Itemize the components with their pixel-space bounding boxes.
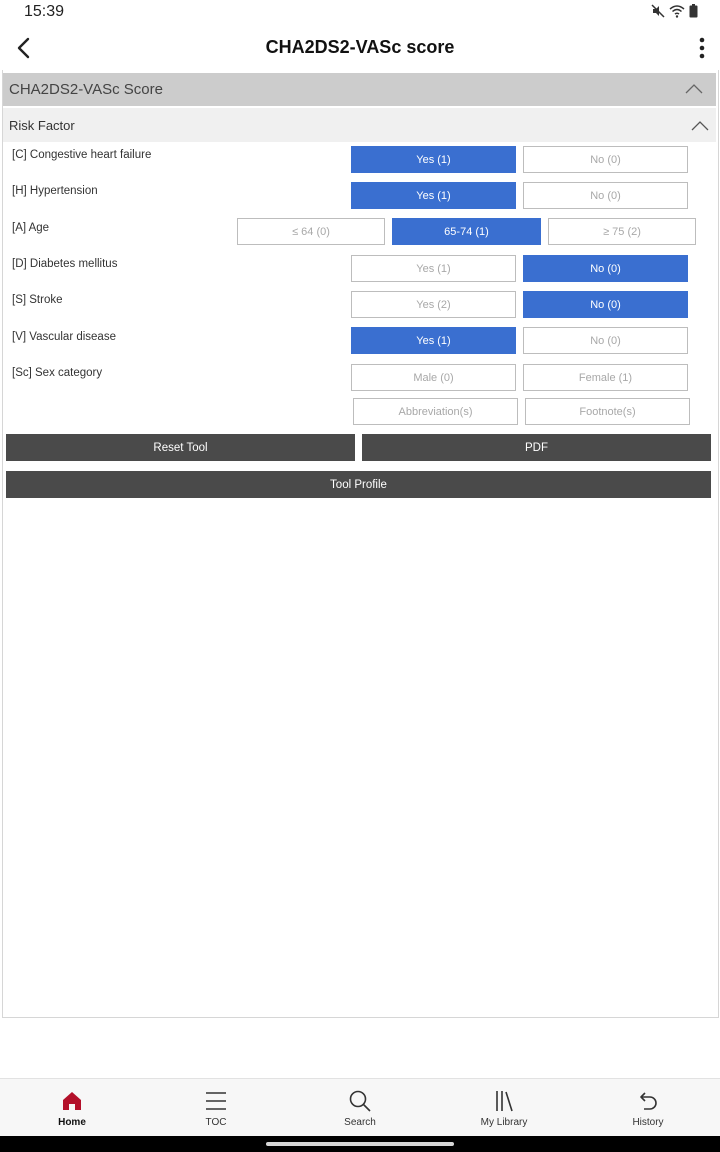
nav-home[interactable] — [0, 1079, 144, 1137]
abbreviations-button[interactable]: Abbreviation(s) — [353, 398, 518, 425]
tool-profile-button[interactable]: Tool Profile — [6, 471, 711, 498]
section-header[interactable] — [3, 73, 716, 106]
sex-female-button[interactable]: Female (1) — [523, 364, 688, 391]
nav-search[interactable] — [288, 1079, 432, 1137]
nav-home-label: Home — [58, 1117, 86, 1128]
mute-icon — [651, 4, 665, 18]
library-icon — [491, 1088, 517, 1114]
bottom-nav — [0, 1078, 720, 1136]
section-title: CHA2DS2-VASc Score — [9, 81, 163, 98]
risk-factor-title: Risk Factor — [9, 118, 75, 133]
content-frame — [2, 70, 719, 1018]
label-diabetes-mellitus: [D] Diabetes mellitus — [12, 258, 118, 270]
age-under-65-button[interactable]: ≤ 64 (0) — [237, 218, 385, 245]
page-title: CHA2DS2-VASc score — [265, 37, 455, 57]
nav-search-label: Search — [344, 1117, 376, 1128]
age-65-74-button[interactable]: 65-74 (1) — [392, 218, 541, 245]
nav-toc-label: TOC — [205, 1117, 227, 1128]
status-bar — [0, 0, 720, 26]
label-stroke: [S] Stroke — [12, 294, 63, 306]
nav-history[interactable] — [576, 1079, 720, 1137]
label-vascular-disease: [V] Vascular disease — [12, 331, 116, 343]
vascular-yes-button[interactable]: Yes (1) — [351, 327, 516, 354]
wifi-icon — [669, 4, 685, 18]
nav-toc[interactable] — [144, 1079, 288, 1137]
status-icons — [651, 4, 698, 18]
nav-my-library[interactable] — [432, 1079, 576, 1137]
reset-tool-button[interactable]: Reset Tool — [6, 434, 355, 461]
home-icon — [59, 1088, 85, 1114]
sex-male-button[interactable]: Male (0) — [351, 364, 516, 391]
footnotes-button[interactable]: Footnote(s) — [525, 398, 690, 425]
hypertension-no-button[interactable]: No (0) — [523, 182, 688, 209]
battery-icon — [689, 4, 698, 18]
search-icon — [347, 1088, 373, 1114]
home-gesture-pill[interactable] — [266, 1142, 454, 1146]
more-options-icon[interactable] — [692, 34, 712, 62]
pdf-button[interactable]: PDF — [362, 434, 711, 461]
history-icon — [635, 1088, 661, 1114]
label-congestive-heart-failure: [C] Congestive heart failure — [12, 149, 152, 161]
risk-factor-header[interactable] — [3, 108, 716, 142]
age-75-plus-button[interactable]: ≥ 75 (2) — [548, 218, 696, 245]
chevron-up-icon[interactable] — [691, 121, 709, 131]
hypertension-yes-button[interactable]: Yes (1) — [351, 182, 516, 209]
system-navigation-bar — [0, 1136, 720, 1152]
diabetes-yes-button[interactable]: Yes (1) — [351, 255, 516, 282]
vascular-no-button[interactable]: No (0) — [523, 327, 688, 354]
chf-no-button[interactable]: No (0) — [523, 146, 688, 173]
stroke-no-button[interactable]: No (0) — [523, 291, 688, 318]
menu-icon — [203, 1088, 229, 1114]
label-sex-category: [Sc] Sex category — [12, 367, 103, 379]
stroke-yes-button[interactable]: Yes (2) — [351, 291, 516, 318]
app-bar — [0, 26, 720, 70]
nav-history-label: History — [632, 1117, 664, 1128]
chf-yes-button[interactable]: Yes (1) — [351, 146, 516, 173]
label-age: [A] Age — [12, 222, 50, 234]
diabetes-no-button[interactable]: No (0) — [523, 255, 688, 282]
chevron-up-icon[interactable] — [685, 84, 703, 94]
status-time: 15:39 — [24, 3, 65, 20]
nav-my-library-label: My Library — [480, 1117, 528, 1128]
label-hypertension: [H] Hypertension — [12, 185, 98, 197]
